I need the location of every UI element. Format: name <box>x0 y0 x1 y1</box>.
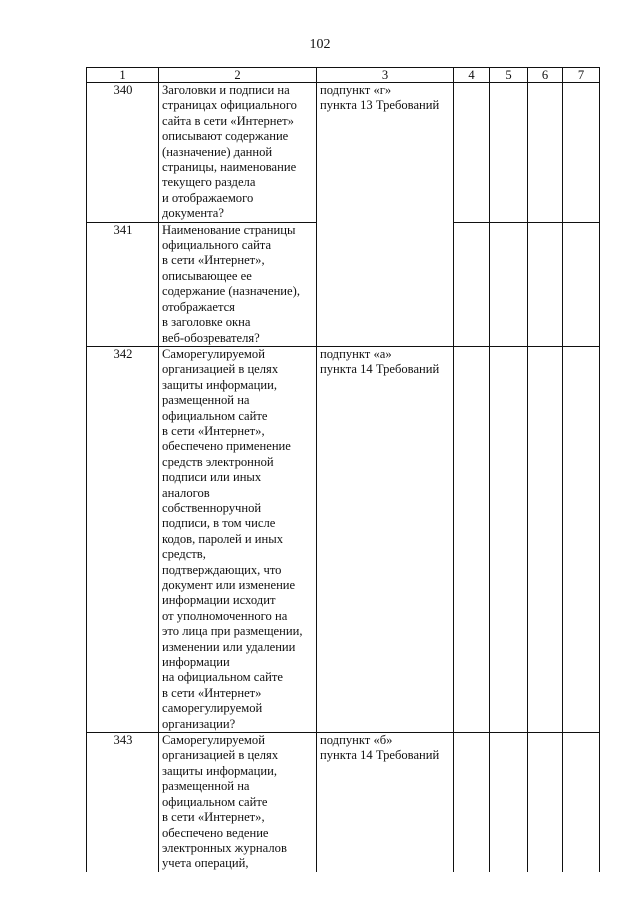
cell-col-6 <box>528 346 563 732</box>
cell-col-6 <box>528 83 563 223</box>
row-question: Саморегулируемой организацией в целях защиты информации, размещенной на официальном сайте в сети «Интернет», обеспечено применение средств электронной подписи или иных аналогов собственноручной подписи, в том числе кодов, паролей и иных средств, подтверждающих, что документ или изменение информации исходит от уполномоченного на это лица при размещении, изменении или удалении информации на официальном сайте в сети «Интернет» саморегулируемой организации? <box>159 346 317 732</box>
row-reference: подпункт «б» пункта 14 Требований <box>317 733 454 872</box>
checklist-table <box>86 67 600 872</box>
cell-col-5 <box>490 83 528 223</box>
table-row <box>87 733 600 872</box>
header-col-1: 1 <box>87 68 159 83</box>
cell-col-5 <box>490 222 528 346</box>
cell-col-4 <box>454 222 490 346</box>
cell-col-7 <box>563 83 600 223</box>
row-number: 340 <box>87 83 159 223</box>
row-number: 343 <box>87 733 159 872</box>
cell-col-7 <box>563 346 600 732</box>
row-question: Заголовки и подписи на страницах официального сайта в сети «Интернет» описывают содержание (назначение) данной страницы, наименование текущего раздела и отображаемого документа? <box>159 83 317 223</box>
header-col-2: 2 <box>159 68 317 83</box>
cell-col-4 <box>454 346 490 732</box>
cell-col-6 <box>528 733 563 872</box>
table-row <box>87 83 600 223</box>
row-question: Наименование страницы официального сайта в сети «Интернет», описывающее ее содержание (назначение), отображается в заголовке окна веб-обозревателя? <box>159 222 317 346</box>
row-reference: подпункт «г» пункта 13 Требований <box>317 83 454 347</box>
row-question: Саморегулируемой организацией в целях защиты информации, размещенной на официальном сайте в сети «Интернет», обеспечено ведение электронных журналов учета операций, <box>159 733 317 872</box>
cell-col-6 <box>528 222 563 346</box>
page-number: 102 <box>309 37 331 52</box>
row-number: 341 <box>87 222 159 346</box>
cell-col-5 <box>490 733 528 872</box>
header-row <box>87 68 600 83</box>
cell-col-7 <box>563 733 600 872</box>
table-row <box>87 346 600 732</box>
cell-col-5 <box>490 346 528 732</box>
header-col-5: 5 <box>490 68 528 83</box>
header-col-7: 7 <box>563 68 600 83</box>
cell-col-4 <box>454 83 490 223</box>
cell-col-7 <box>563 222 600 346</box>
header-col-4: 4 <box>454 68 490 83</box>
cell-col-4 <box>454 733 490 872</box>
header-col-6: 6 <box>528 68 563 83</box>
row-reference: подпункт «а» пункта 14 Требований <box>317 346 454 732</box>
row-number: 342 <box>87 346 159 732</box>
header-col-3: 3 <box>317 68 454 83</box>
